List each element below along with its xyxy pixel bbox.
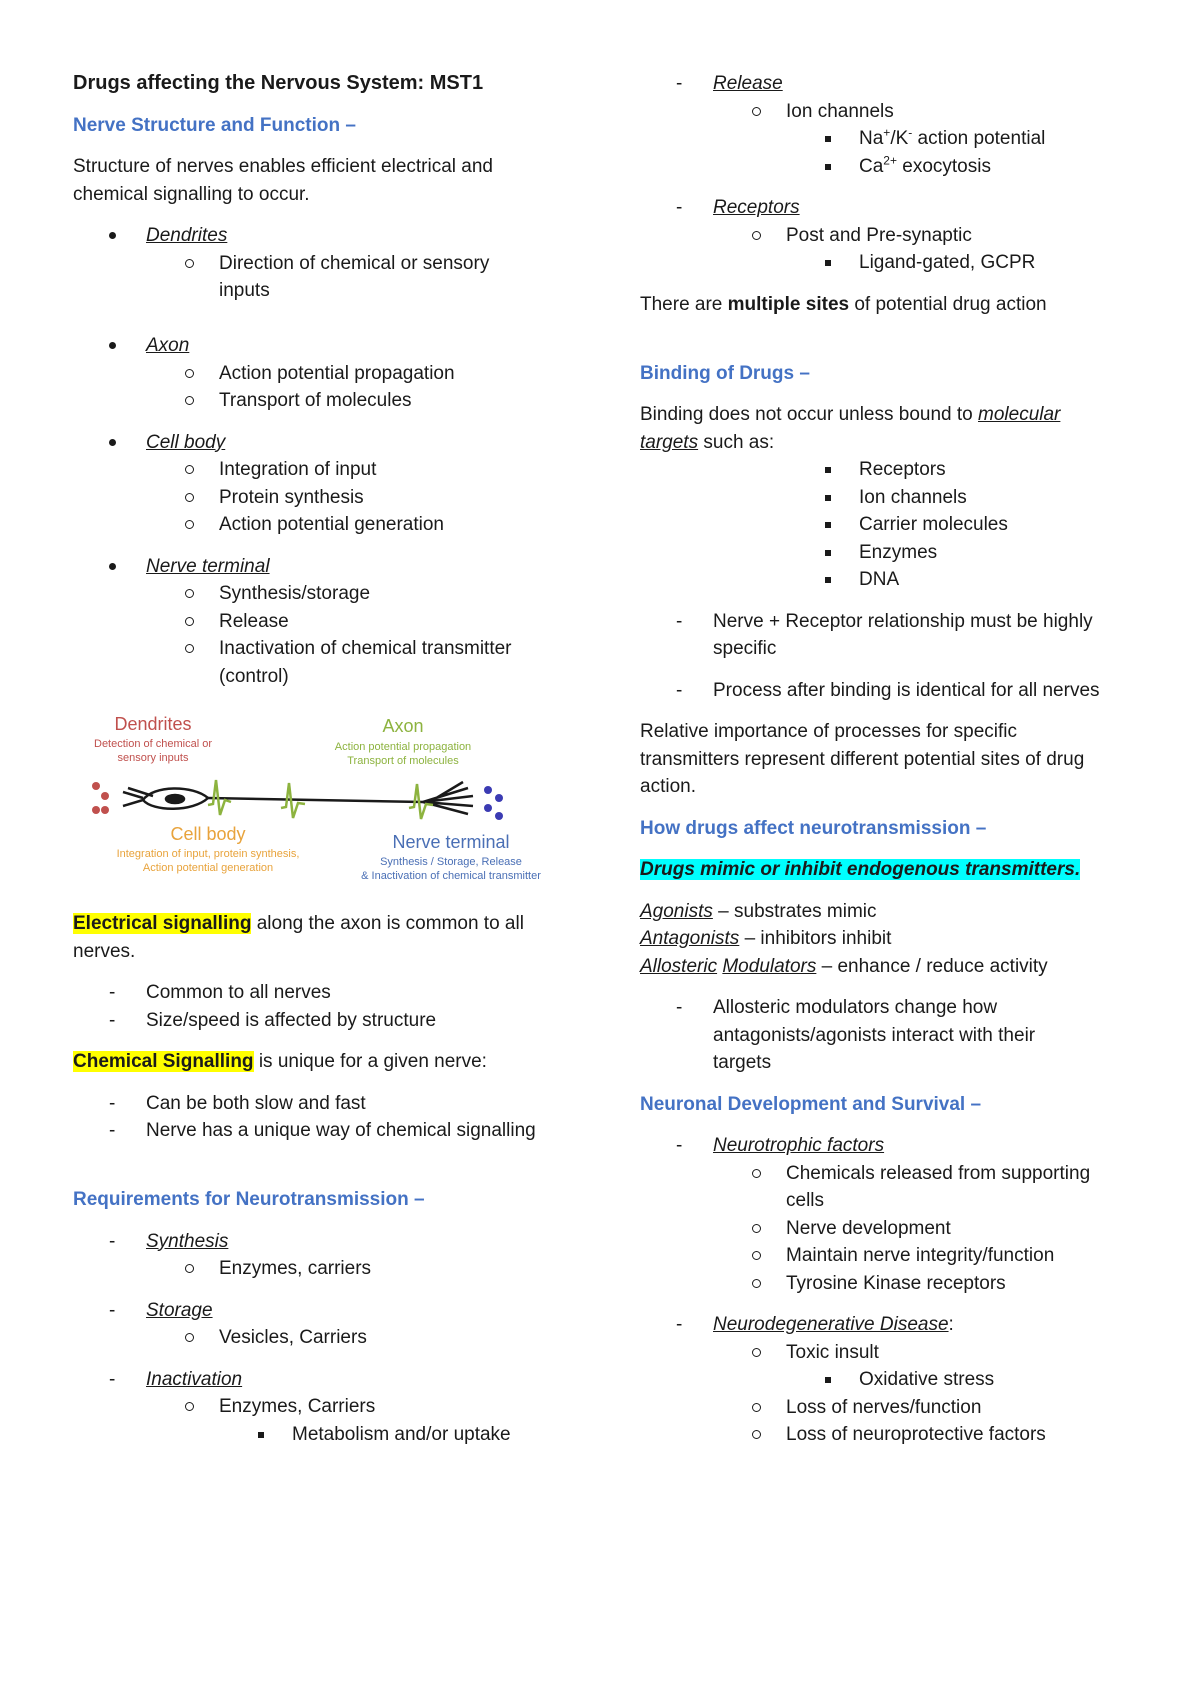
diagram-dendrites-desc1: Detection of chemical or xyxy=(94,738,212,750)
sub-dendrites-1: Direction of chemical or sensory xyxy=(73,250,583,278)
diagram-terminal-title: Nerve terminal xyxy=(392,832,510,852)
circle-bullet-icon xyxy=(185,617,194,626)
target-item: Ion channels xyxy=(640,484,1140,512)
neurodegenerative-item: - Neurodegenerative Disease: xyxy=(640,1311,1140,1339)
red-molecule-icon xyxy=(101,792,109,800)
bullet-dot-icon xyxy=(109,563,116,570)
blue-molecule-icon xyxy=(484,804,492,812)
sub-terminal-3: Inactivation of chemical transmitter xyxy=(73,635,583,663)
diagram-axon-title: Axon xyxy=(382,716,424,736)
circle-bullet-icon xyxy=(752,1403,761,1412)
sub-dendrites-1b: inputs xyxy=(219,280,270,301)
circle-bullet-icon xyxy=(185,520,194,529)
release-item: - Release xyxy=(640,70,1140,98)
diagram-terminal-desc2: & Inactivation of chemical transmitter xyxy=(361,870,541,882)
blue-molecule-icon xyxy=(484,786,492,794)
release-ca: $Ca^{2+}$ exocytosis xyxy=(640,153,1140,181)
binding-line-2: targets such as: xyxy=(640,431,775,453)
square-bullet-icon xyxy=(825,522,831,528)
bullet-dot-icon xyxy=(109,439,116,446)
circle-bullet-icon xyxy=(185,493,194,502)
square-bullet-icon xyxy=(825,164,831,170)
heading-nerve-structure: Nerve Structure and Function – xyxy=(73,114,356,136)
heading-binding: Binding of Drugs – xyxy=(640,362,810,384)
right-column xyxy=(640,70,1140,1449)
sub-axon-1: Action potential propagation xyxy=(73,360,583,388)
receptors-sub2: Ligand-gated, GCPR xyxy=(640,249,1140,277)
chemical-line: Chemical Signalling is unique for a given nerve: xyxy=(73,1051,487,1072)
document-title: Drugs affecting the Nervous System: MST1 xyxy=(73,72,484,94)
chemical-dash-1: - Can be both slow and fast xyxy=(73,1090,583,1118)
bullet-dot-icon xyxy=(109,342,116,349)
allosteric-line: Allosteric Modulators – enhance / reduce activity xyxy=(640,955,1048,977)
circle-bullet-icon xyxy=(185,259,194,268)
electrical-line-2: nerves. xyxy=(73,940,136,962)
circle-bullet-icon xyxy=(185,1264,194,1273)
circle-bullet-icon xyxy=(185,589,194,598)
intro-line-2: chemical signalling to occur. xyxy=(73,183,310,205)
red-molecule-icon xyxy=(101,806,109,814)
sub-terminal-1: Synthesis/storage xyxy=(73,580,583,608)
sub-terminal-3b: (control) xyxy=(219,665,289,687)
left-column xyxy=(73,70,583,1448)
circle-bullet-icon xyxy=(752,1430,761,1439)
heading-how-drugs: How drugs affect neurotransmission – xyxy=(640,817,987,839)
nt-sub-1: Chemicals released from supporting xyxy=(640,1160,1140,1188)
nd-sub-3: Loss of neuroprotective factors xyxy=(640,1421,1140,1449)
square-bullet-icon xyxy=(825,136,831,142)
diagram-cellbody-desc2: Action potential generation xyxy=(142,862,274,874)
receptors-item: - Receptors xyxy=(640,194,1140,222)
circle-bullet-icon xyxy=(752,1169,761,1178)
circle-bullet-icon xyxy=(185,369,194,378)
bullet-dot-icon xyxy=(109,232,116,239)
circle-bullet-icon xyxy=(752,1251,761,1260)
circle-bullet-icon xyxy=(185,396,194,405)
sub-cellbody-2: Protein synthesis xyxy=(73,484,583,512)
relative-line-1: Relative importance of processes for specific xyxy=(640,721,1017,742)
sub-cellbody-3: Action potential generation xyxy=(73,511,583,539)
diagram-terminal-desc1: Synthesis / Storage, Release xyxy=(380,856,522,868)
circle-bullet-icon xyxy=(752,107,761,116)
electrical-dash-1: - Common to all nerves xyxy=(73,979,583,1007)
electrical-line-1: Electrical signalling along the axon is common to all xyxy=(73,913,524,934)
allo-note-2: antagonists/agonists interact with their xyxy=(713,1024,1036,1046)
neuron-diagram xyxy=(83,700,583,900)
square-bullet-icon xyxy=(825,260,831,266)
circle-bullet-icon xyxy=(185,644,194,653)
circle-bullet-icon xyxy=(185,1333,194,1342)
diagram-cellbody-desc1: Integration of input, protein synthesis, xyxy=(116,848,300,860)
circle-bullet-icon xyxy=(185,465,194,474)
intro-line-1: Structure of nerves enables efficient electrical and xyxy=(73,156,493,177)
electrical-dash-2: - Size/speed is affected by structure xyxy=(73,1007,583,1035)
diagram-axon-desc1: Action potential propagation xyxy=(334,741,472,753)
bullet-nerve-terminal: Nerve terminal xyxy=(73,553,583,581)
process-line: - Process after binding is identical for all nerves xyxy=(640,677,1140,705)
nd-sub-1a: Oxidative stress xyxy=(640,1366,1140,1394)
receptors-sub: Post and Pre-synaptic xyxy=(640,222,1140,250)
nt-sub-4: Tyrosine Kinase receptors xyxy=(640,1270,1140,1298)
diagram-dendrites-desc2: sensory inputs xyxy=(117,752,189,764)
circle-bullet-icon xyxy=(752,231,761,240)
bullet-axon: Axon xyxy=(73,332,583,360)
electrical-highlight: Electrical signalling xyxy=(73,913,252,934)
circle-bullet-icon xyxy=(752,1279,761,1288)
mimic-highlight: Drugs mimic or inhibit endogenous transmitters. xyxy=(640,859,1081,880)
nt-sub-2: Nerve development xyxy=(640,1215,1140,1243)
nt-sub-1b: cells xyxy=(786,1190,825,1211)
target-item: DNA xyxy=(640,566,1140,594)
req-storage-sub: Vesicles, Carriers xyxy=(73,1324,583,1352)
release-sub: Ion channels xyxy=(640,98,1140,126)
square-bullet-icon xyxy=(825,467,831,473)
circle-bullet-icon xyxy=(752,1224,761,1233)
circle-bullet-icon xyxy=(752,1348,761,1357)
allo-note-1: - Allosteric modulators change how xyxy=(640,994,1140,1022)
heading-neuronal: Neuronal Development and Survival – xyxy=(640,1093,982,1115)
red-molecule-icon xyxy=(92,782,100,790)
chemical-dash-2: - Nerve has a unique way of chemical signalling xyxy=(73,1117,583,1145)
diagram-axon-desc2: Transport of molecules xyxy=(347,755,459,767)
circle-bullet-icon xyxy=(185,1402,194,1411)
sub-terminal-2: Release xyxy=(73,608,583,636)
req-inactivation-sub: Enzymes, Carriers xyxy=(73,1393,583,1421)
target-item: Receptors xyxy=(640,456,1140,484)
allo-note-3: targets xyxy=(713,1052,772,1073)
agonists-line: Agonists – substrates mimic xyxy=(640,900,877,922)
target-item: Enzymes xyxy=(640,539,1140,567)
release-na-k: Na+/K- action potential xyxy=(640,125,1140,153)
nerve-receptor-2: specific xyxy=(713,638,777,659)
binding-line-1: Binding does not occur unless bound to molecular xyxy=(640,404,1061,425)
sub-cellbody-1: Integration of input xyxy=(73,456,583,484)
nd-sub-1: Toxic insult xyxy=(640,1339,1140,1367)
square-bullet-icon xyxy=(258,1432,264,1438)
bullet-dendrites: Dendrites xyxy=(73,222,583,250)
req-synthesis: - Synthesis xyxy=(73,1228,583,1256)
square-bullet-icon xyxy=(825,1377,831,1383)
relative-line-3: action. xyxy=(640,776,696,797)
chemical-highlight: Chemical Signalling xyxy=(73,1051,254,1072)
square-bullet-icon xyxy=(825,550,831,556)
nt-sub-3: Maintain nerve integrity/function xyxy=(640,1242,1140,1270)
req-storage: - Storage xyxy=(73,1297,583,1325)
target-item: Carrier molecules xyxy=(640,511,1140,539)
diagram-cellbody-title: Cell body xyxy=(170,824,246,844)
sub-axon-2: Transport of molecules xyxy=(73,387,583,415)
antagonists-line: Antagonists – inhibitors inhibit xyxy=(640,928,892,949)
blue-molecule-icon xyxy=(495,794,503,802)
blue-molecule-icon xyxy=(495,812,503,820)
req-inactivation-sub2: Metabolism and/or uptake xyxy=(73,1421,583,1449)
nd-sub-2: Loss of nerves/function xyxy=(640,1394,1140,1422)
nerve-receptor-1: - Nerve + Receptor relationship must be highly xyxy=(640,608,1140,636)
req-inactivation: - Inactivation xyxy=(73,1366,583,1394)
req-synthesis-sub: Enzymes, carriers xyxy=(73,1255,583,1283)
heading-requirements: Requirements for Neurotransmission – xyxy=(73,1189,425,1210)
square-bullet-icon xyxy=(825,495,831,501)
diagram-dendrites-title: Dendrites xyxy=(114,714,192,734)
bullet-cell-body: Cell body xyxy=(73,429,583,457)
neurotrophic-item: - Neurotrophic factors xyxy=(640,1132,1140,1160)
red-molecule-icon xyxy=(92,806,100,814)
mimic-line xyxy=(640,856,1140,884)
multiple-sites-line: There are multiple sites of potential drug action xyxy=(640,293,1047,315)
square-bullet-icon xyxy=(825,577,831,583)
relative-line-2: transmitters represent different potential sites of drug xyxy=(640,748,1085,770)
